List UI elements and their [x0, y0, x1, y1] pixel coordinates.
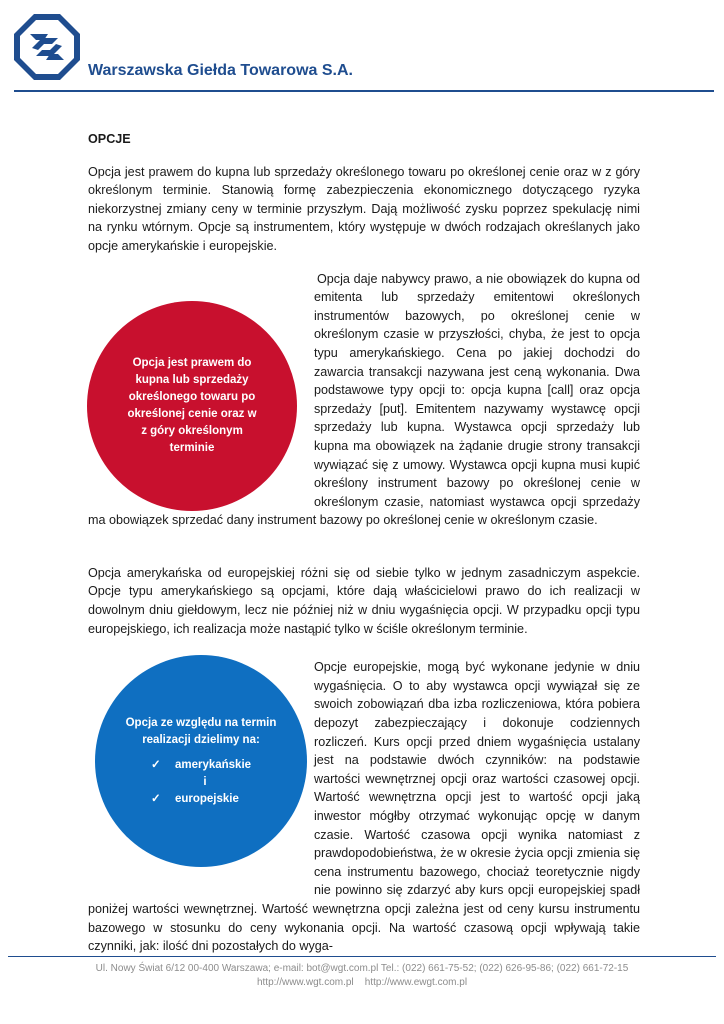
footer-links: [0, 976, 724, 990]
spacer: [88, 638, 640, 658]
list-item: [151, 791, 251, 808]
company-name: Warszawska Giełda Towarowa S.A.: [88, 62, 353, 79]
page-footer: [0, 962, 724, 990]
list-item-label: amerykańskie: [174, 758, 252, 771]
wgt-logo-icon: [14, 14, 80, 80]
paragraph-european-text: Opcje europejskie, mogą być wykonane jedynie w dniu wygaśnięcia. O to aby wystawca opcji wywiązał się ze swoich zobowiązań dba izba rozliczeniowa, która pobiera depozyt zabezpieczający i dokonuje codziennych rozliczeń. Kurs opcji przed dniem wygaśnięcia ustalany jest na podstawie dwóch czynników: na podstawie wartości wewnętrznej opcji oraz wartości czasowej opcji. Wartość wewnętrzna opcji jest to wartość opcji jaką inwestor mógłby otrzymać wykonując opcję w danym czasie. Wartość czasowa opcji wynika natomiast z prawdopodobieństwa, że w okresie życia opcji zmienia się cena instrumentu bazowego, chociaż teoretycznie nigdy nie powinno się zdarzyć aby kurs opcji europejskiej spadł poniżej wartości wewnętrznej. Wartość wewnętrzna opcji zależna jest od ceny kursu instrumentu bazowego w stosunku do ceny wykonania opcji. Na wartość czasową opcji wpływają takie czynniki, jak: ilość dni pozostałych do wyga-: [88, 660, 640, 954]
footer-link-ewgt[interactable]: http://www.ewgt.com.pl: [364, 977, 468, 988]
section-title: OPCJE: [88, 132, 131, 146]
spacer: [88, 530, 640, 564]
callout-blue-circle: [95, 655, 307, 867]
footer-link-wgt[interactable]: http://www.wgt.com.pl: [256, 977, 354, 988]
checkmark-icon: ✓: [150, 792, 161, 805]
checkmark-icon: ✓: [150, 758, 161, 771]
footer-divider: [8, 956, 716, 957]
callout-red-circle: [87, 301, 297, 511]
page-header: [14, 14, 714, 94]
paragraph-intro: Opcja jest prawem do kupna lub sprzedaży określonego towaru po określonej cenie oraz w z góry określonym terminie. Stanowią formę zabezpieczenia ekonomicznego dotyczącego ryzyka niekorzystnej zmiany ceny w terminie przyszłym. Dają możliwość zysku poprzez spekulację nimi na rynku wtórnym. Opcje są instrumentem, który występuje w dwóch rodzajach określanych jako opcje amerykańskie i europejskie.: [88, 164, 640, 253]
paragraph-option-rights-text: Opcja daje nabywcy prawo, a nie obowiązek do kupna od emitenta lub sprzedaży emitentowi określonych instrumentów bazowych, po określonej cenie w określonym czasie w przyszłości, chyba, że jest to opcja typu amerykańskiego. Cena po jakiej dochodzi do zawarcia transakcji nazywana jest ceną wykonania. Dwa podstawowe typy opcji to: opcja kupna [call] oraz opcja sprzedaży [put]. Emitentem nazywamy wystawcę opcji sprzedaży lub kupna. Wystawca opcji sprzedaży lub kupna ma obowiązek na żądanie drugie strony transakcji wywiązać się z umowy. Wystawca opcji kupna musi kupić określony instrument bazowy po określonej cenie w określonym czasie, natomiast wystawca opcji sprzedaży ma obowiązek sprzedać dany instrument bazowy po określonej cenie w określonym czasie.: [88, 271, 640, 528]
list-item-label: europejskie: [174, 792, 239, 805]
callout-blue-intro: Opcja ze względu na termin realizacji dzielimy na:: [125, 716, 277, 746]
paragraph-american-vs-european: Opcja amerykańska od europejskiej różni się od siebie tylko w jednym zasadniczym aspekcie. Opcje typu amerykańskiego są opcjami, które dają właścicielowi prawo do ich realizacji w dowolnym dniu giełdowym, lecz nie później niż w dniu wygaśnięcia opcji. W przypadku opcji typu europejskiego, ich realizacja może nastąpić tylko w ściśle określonym terminie.: [88, 565, 640, 636]
header-divider: [14, 90, 714, 92]
callout-red-text: Opcja jest prawem do kupna lub sprzedaży określonego towaru po określonej cenie oraz w z góry określonym terminie: [127, 357, 257, 454]
list-conjunction: i: [203, 775, 207, 788]
footer-address: Ul. Nowy Świat 6/12 00-400 Warszawa; e-mail: bot@wgt.com.pl Tel.: (022) 661-75-52; (022) 626-95-86; (022) 661-72-15: [95, 963, 629, 974]
list-item: [151, 757, 251, 774]
option-type-list: [151, 757, 251, 808]
